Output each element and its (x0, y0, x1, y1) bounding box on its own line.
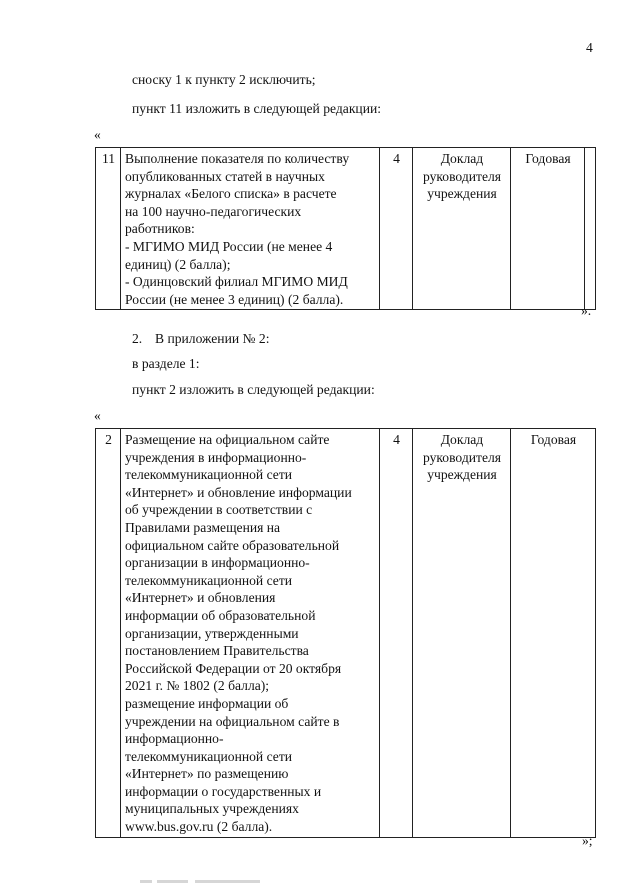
description-line: постановлением Правительства (125, 643, 309, 659)
periodicity-value: Годовая (530, 432, 577, 447)
section-instruction: пункт 2 изложить в следующей редакции: (132, 382, 375, 397)
score-value: 4 (393, 432, 400, 447)
description-line: Размещение на официальном сайте (125, 432, 330, 447)
description-line: Выполнение показателя по количеству (125, 151, 350, 166)
score-cell (380, 429, 413, 838)
description-line: муниципальных учреждениях (125, 801, 299, 817)
scan-artifact (140, 880, 260, 883)
description-line: «Интернет» по размещению (125, 766, 289, 782)
extra-cell (585, 148, 596, 310)
row-number-cell (96, 429, 121, 838)
open-quote-2: « (94, 408, 101, 423)
indicator-table-1 (95, 147, 596, 310)
description-line: единиц) (2 балла); (125, 256, 231, 272)
description-line: www.bus.gov.ru (2 балла). (125, 819, 273, 835)
description-line: организации, утвержденными (125, 625, 299, 641)
close-quote-1: ». (581, 303, 592, 318)
description-line: телекоммуникационной сети (125, 572, 293, 588)
description-line: информационно- (125, 731, 224, 747)
description-line: размещение информации об (125, 695, 289, 711)
description-line: 2021 г. № 1802 (2 балла); (125, 678, 270, 694)
row-number: 2 (105, 432, 112, 447)
description-line: журналах «Белого списка» в расчете (125, 186, 337, 202)
description-line: телекоммуникационной сети (125, 748, 293, 764)
description-line: «Интернет» и обновление информации (125, 484, 352, 500)
indicator-description-cell (121, 148, 380, 310)
description-line: информации об образовательной (125, 607, 316, 623)
report-source-line: руководителя (422, 168, 502, 184)
section-subheading: в разделе 1: (132, 356, 200, 371)
description-line: Российской Федерации от 20 октября (125, 660, 342, 676)
row-number: 11 (101, 151, 116, 166)
section-heading: В приложении № 2: (155, 331, 270, 346)
score-value: 4 (393, 151, 400, 166)
intro-line-footnote: сноску 1 к пункту 2 исключить; (132, 72, 316, 87)
description-line: Правилами размещения на (125, 519, 281, 535)
close-quote-2: »; (582, 833, 593, 848)
description-line: - Одинцовский филиал МГИМО МИД (125, 274, 348, 290)
description-line: России (не менее 3 единиц) (2 балла). (125, 291, 344, 307)
description-line: информации о государственных и (125, 783, 322, 799)
report-source-line: Доклад (440, 151, 484, 166)
page-number: 4 (586, 40, 593, 55)
description-line: - МГИМО МИД России (не менее 4 (125, 238, 333, 254)
indicator-table-2 (95, 428, 596, 838)
section-number: 2. (132, 331, 143, 346)
report-source-line: Доклад (440, 432, 484, 447)
description-line: «Интернет» и обновления (125, 590, 276, 606)
description-line: опубликованных статей в научных (125, 168, 325, 184)
report-source-line: руководителя (422, 449, 502, 465)
periodicity-value: Годовая (525, 151, 571, 166)
periodicity-cell (511, 148, 585, 310)
description-line: официальном сайте образовательной (125, 537, 340, 553)
description-line: учреждения в информационно- (125, 449, 307, 465)
description-line: работников: (125, 221, 195, 237)
report-source-cell (413, 148, 511, 310)
table-row (96, 148, 596, 310)
report-source-cell (413, 429, 511, 838)
description-line: телекоммуникационной сети (125, 467, 293, 483)
description-line: на 100 научно-педагогических (125, 203, 302, 219)
description-line: об учреждении в соответствии с (125, 502, 313, 518)
report-source-line: учреждения (427, 186, 497, 202)
score-cell (380, 148, 413, 310)
periodicity-cell (511, 429, 596, 838)
description-line: учреждении на официальном сайте в (125, 713, 340, 729)
description-line: организации в информационно- (125, 555, 310, 571)
report-source-line: учреждения (427, 467, 497, 483)
open-quote-1: « (94, 127, 101, 142)
row-number-cell (96, 148, 121, 310)
indicator-description-cell (121, 429, 380, 838)
table-row (96, 429, 596, 838)
intro-line-item11: пункт 11 изложить в следующей редакции: (132, 101, 382, 116)
